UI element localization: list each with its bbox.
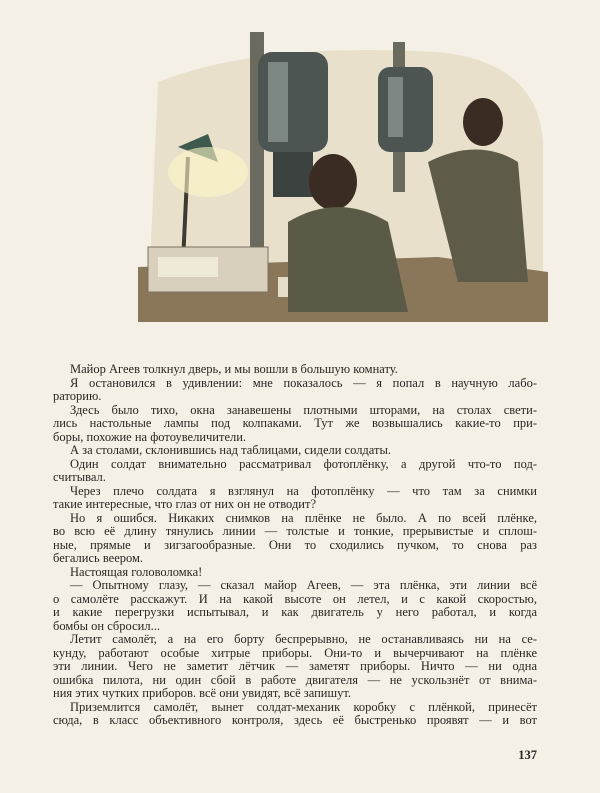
text-line: Здесь было тихо, окна занавешены плотными шторами, на столах свети-: [70, 403, 537, 417]
text-line: раторию.: [53, 390, 102, 403]
body-text: [53, 363, 537, 728]
text-line: эти линии. Чего не заметит лётчик — заметят приборы. Ничто — ни одна: [53, 660, 537, 673]
text-line: во всю её длину тянулись линии — толстые и тонкие, прерывистые и сплош-: [53, 525, 537, 538]
text-line: боры, похожие на фотоувеличители.: [53, 430, 247, 444]
text-line: Настоящая головоломка!: [70, 565, 203, 579]
text-line: считывал.: [53, 471, 106, 484]
text-line: Через плечо солдата я взглянул на фотоплёнку — что там за снимки: [70, 484, 537, 498]
text-line: — Опытному глазу, — сказал майор Агеев, — эта плёнка, эти линии всё: [70, 579, 537, 592]
text-line: такие интересные, что глаз от них он не отводит?: [53, 498, 317, 511]
text-line: лись настольные лампы под колпаками. Тут же возвышались какие-то при-: [53, 417, 537, 430]
text-line: Приземлится самолёт, вынет солдат-механик коробку с плёнкой, принесёт: [70, 700, 537, 714]
text-line: ния этих чутких приборов. всё они увидят, всё запишут.: [53, 687, 351, 700]
text-line: ные, прямые и зигзагообразные. Они то сходились пучком, то снова раз: [53, 538, 537, 552]
text-line: Летит самолёт, а на его борту беспрерывно, не останавливаясь ни на се-: [70, 633, 537, 646]
text-line: Я остановился в удивлении: мне показалось — я попал в научную лабо-: [70, 376, 537, 390]
text-line: кунду, работают особые хитрые приборы. Они-то и вычерчивают на плёнке: [53, 646, 537, 660]
text-line: бомбы он сбросил...: [53, 619, 160, 633]
text-line: сюда, в класс объективного контроля, здесь её быстренько проявят — и вот: [53, 714, 537, 727]
text-line: Но я ошибся. Никаких снимков на плёнке не было. А по всей плёнке,: [70, 511, 537, 525]
text-line: Майор Агеев толкнул дверь, и мы вошли в большую комнату.: [70, 363, 398, 376]
text-line: Один солдат внимательно рассматривал фотоплёнку, а другой что-то под-: [70, 457, 537, 471]
text-line: и какие перегрузки испытывал, и как двигатель у него работал, и когда: [53, 606, 537, 619]
text-line: о самолёте расскажут. И на какой высоте он летел, и с какой скоростью,: [53, 592, 537, 606]
page-number: 137: [518, 748, 537, 762]
illustration-soldiers-in-lab: [138, 22, 548, 342]
text-line: ошибка пилота, ни один сбой в работе двигателя — не ускользнёт от внима-: [53, 673, 537, 687]
text-line: А за столами, склонившись над таблицами, сидели солдаты.: [70, 444, 391, 457]
text-line: бегались веером.: [53, 552, 144, 565]
